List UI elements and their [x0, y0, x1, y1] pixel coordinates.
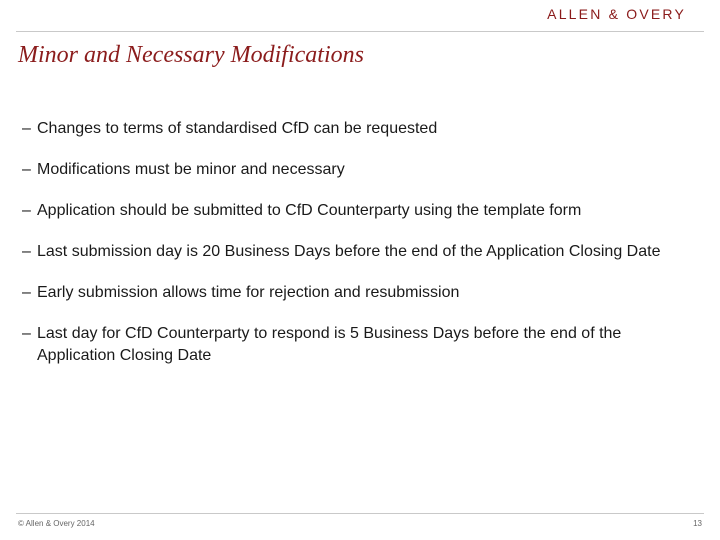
bullet-text: Modifications must be minor and necessary: [37, 161, 345, 178]
bullet-item: [22, 323, 672, 367]
bullet-dash: –: [22, 120, 31, 137]
bullet-dash: –: [22, 202, 31, 219]
bullet-item: [22, 159, 672, 181]
bullet-text: Changes to terms of standardised CfD can be requested: [37, 120, 438, 137]
footer-divider: [16, 513, 704, 514]
bullet-dash: –: [22, 284, 31, 301]
bullet-dash: –: [22, 243, 31, 260]
footer-copyright: © Allen & Overy 2014: [18, 519, 95, 528]
bullet-item: [22, 200, 672, 222]
allen-overy-logo: ALLEN & OVERY: [547, 6, 686, 22]
header-divider: [16, 31, 704, 32]
slide-title: Minor and Necessary Modifications: [18, 42, 364, 68]
bullet-text: Application should be submitted to CfD Counterparty using the template form: [37, 202, 582, 219]
bullet-dash: –: [22, 161, 31, 178]
bullet-item: [22, 118, 672, 140]
bullet-list: [22, 118, 672, 386]
bullet-text: Early submission allows time for rejection and resubmission: [37, 284, 460, 301]
bullet-item: [22, 282, 672, 304]
bullet-item: [22, 241, 672, 263]
bullet-text: Last day for CfD Counterparty to respond is 5 Business Days before the end of the Application Closing Date: [37, 325, 622, 364]
bullet-dash: –: [22, 325, 31, 342]
page-number: 13: [693, 519, 702, 528]
bullet-text: Last submission day is 20 Business Days before the end of the Application Closing Date: [37, 243, 661, 260]
